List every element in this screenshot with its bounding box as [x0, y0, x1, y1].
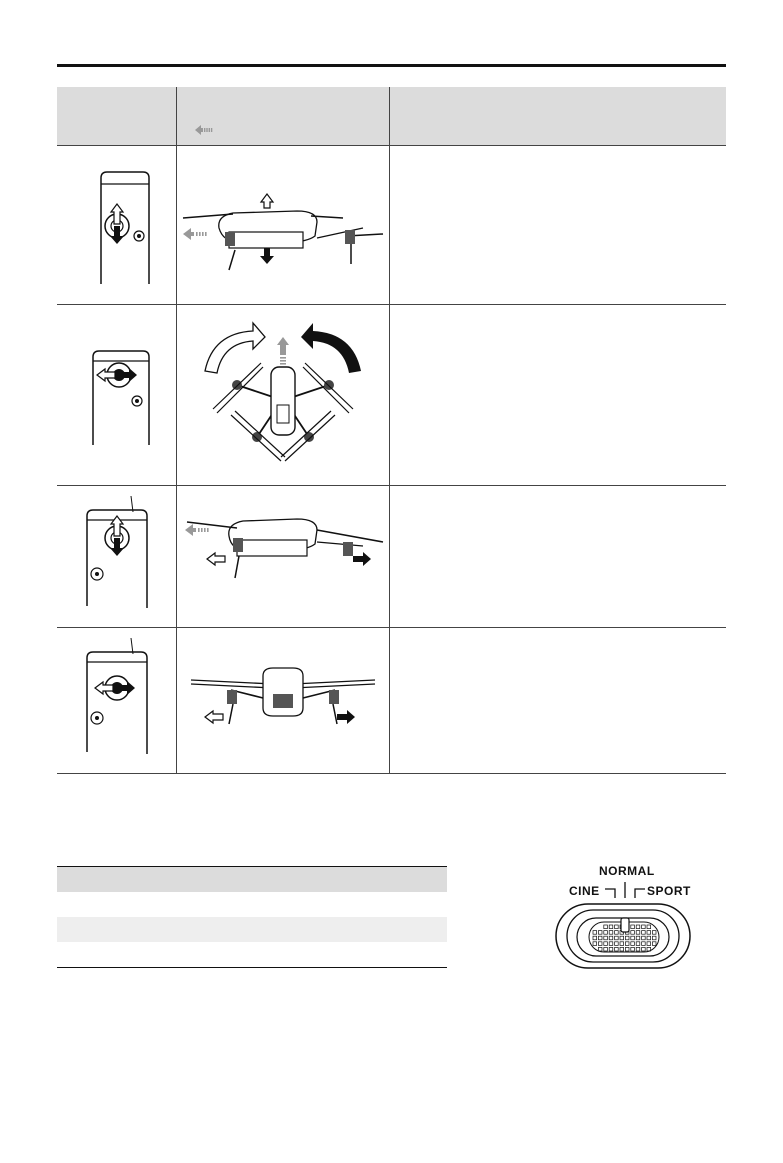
right-stick-left-right-illustration	[57, 628, 176, 768]
mode-label-cine: CINE	[569, 884, 600, 898]
remark-roll-cell	[390, 628, 727, 774]
header-remarks-cell	[390, 87, 727, 146]
mode-label-normal: NORMAL	[599, 864, 655, 878]
aircraft-side-view-forward-backward-illustration	[177, 486, 389, 622]
aircraft-yaw-cell	[177, 305, 390, 486]
stick-row-pitch	[57, 486, 726, 628]
header-aircraft-cell	[177, 87, 390, 146]
nose-direction-arrow-icon	[195, 125, 213, 135]
left-stick-left-right-illustration	[57, 305, 176, 480]
cine-bracket	[605, 889, 615, 898]
rc-pitch-cell	[57, 486, 177, 628]
mode-label-sport: SPORT	[647, 884, 691, 898]
rc-yaw-cell	[57, 305, 177, 486]
aircraft-side-view-ascend-descend-illustration	[177, 146, 389, 299]
stick-table-header	[57, 87, 726, 146]
flight-modes-table	[57, 866, 447, 968]
modes-table-row	[57, 917, 447, 942]
rc-roll-cell	[57, 628, 177, 774]
stick-row-yaw	[57, 305, 726, 486]
remark-yaw-cell	[390, 305, 727, 486]
stick-row-roll	[57, 628, 726, 774]
remark-pitch-cell	[390, 486, 727, 628]
flight-mode-switch-illustration	[555, 862, 695, 972]
stick-row-throttle	[57, 146, 726, 305]
modes-table-row	[57, 892, 447, 917]
right-stick-up-down-illustration	[57, 486, 176, 622]
aircraft-front-view-left-right-illustration	[177, 628, 389, 768]
modes-table-row	[57, 942, 447, 968]
remark-throttle-cell	[390, 146, 727, 305]
modes-table-header-row	[57, 867, 447, 893]
top-rule	[57, 64, 726, 67]
rc-throttle-cell	[57, 146, 177, 305]
flight-mode-switch	[555, 862, 695, 977]
aircraft-roll-cell	[177, 628, 390, 774]
aircraft-altitude-cell	[177, 146, 390, 305]
stick-control-table	[57, 87, 726, 774]
header-remote-controller-cell	[57, 87, 177, 146]
sport-bracket	[635, 889, 645, 898]
switch-position-indicator	[621, 918, 629, 932]
left-stick-up-down-illustration	[57, 146, 176, 299]
aircraft-pitch-cell	[177, 486, 390, 628]
aircraft-top-view-rotate-illustration	[177, 305, 389, 480]
